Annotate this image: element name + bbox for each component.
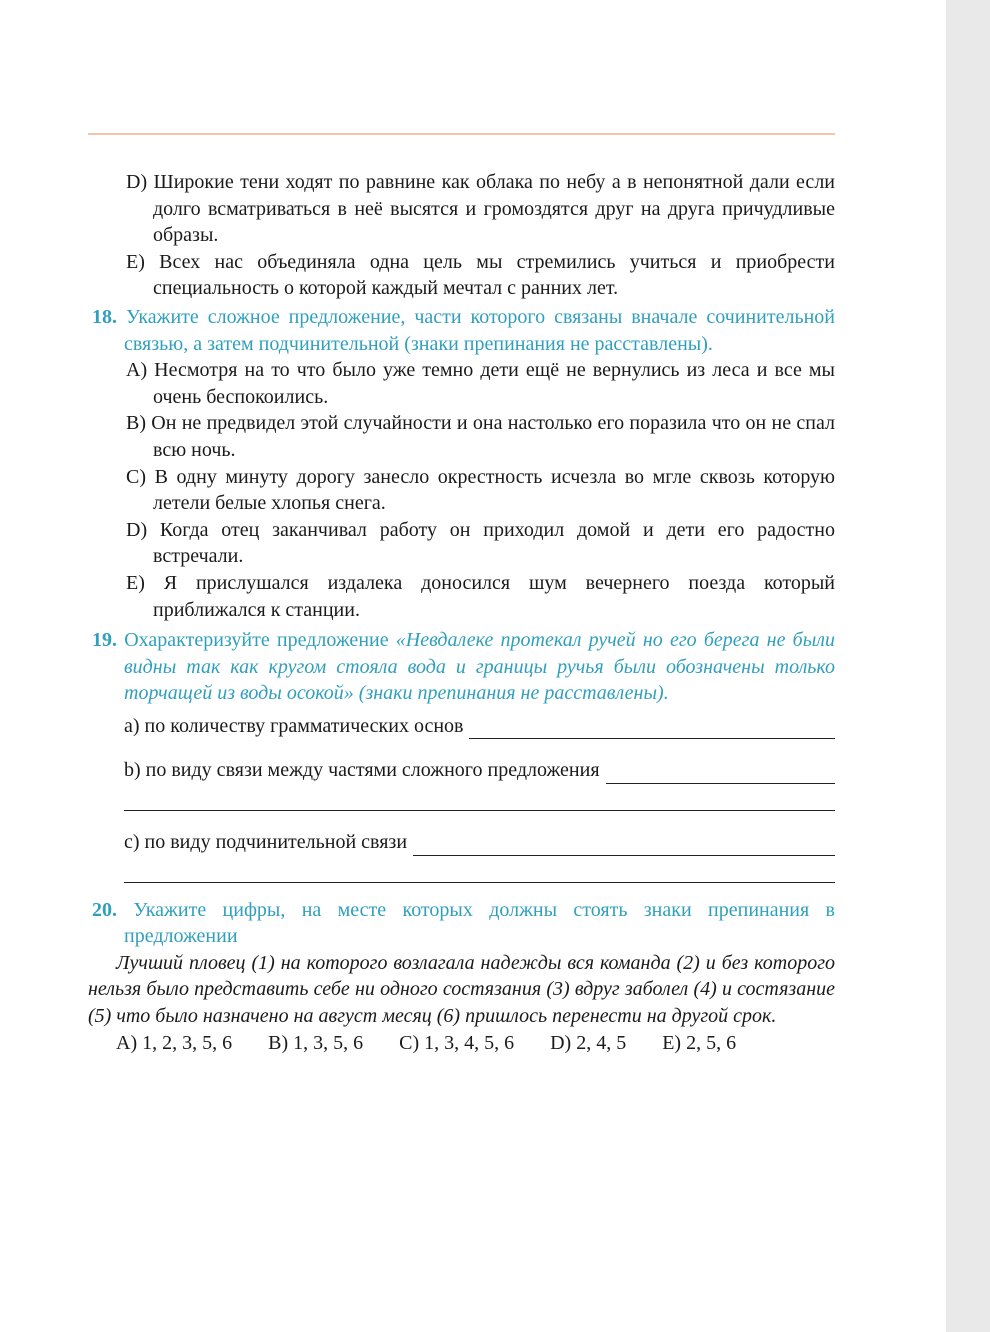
q20-answers [88, 1030, 835, 1057]
q19-number: 19. [92, 629, 117, 652]
q18-option-d: D) Когда отец заканчивал работу он приходил домой и дети его радостно встречали. [126, 518, 835, 568]
header-rule [88, 133, 835, 135]
q20-answer-c: C) 1, 3, 4, 5, 6 [399, 1031, 515, 1054]
q18-option-e: E) Я прислушался издалека доносился шум вечернего поезда который приближался к станции. [126, 571, 835, 621]
q18-option-b: B) Он не предвидел этой случайности и она настолько его поразила что он не спал всю ночь. [126, 412, 835, 461]
q18-text: Укажите сложное предложение, части которого связаны вначале сочинительной связью, а затем подчинительной (знаки препинания не расставлены). [124, 305, 835, 355]
q18-option-a: A) Несмотря на то что было уже темно дети ещё не вернулись из леса и все мы очень беспокоились. [126, 359, 835, 408]
q19-lead: Охарактеризуйте предложение [124, 629, 396, 652]
q20-answer-d: D) 2, 4, 5 [550, 1031, 627, 1054]
q19-answer-a-line[interactable] [469, 720, 835, 739]
q19-item-b [124, 757, 835, 784]
q17-option-d: D) Широкие тени ходят по равнине как облака по небу а в непонятной дали если долго всматриваться в неё высятся и громоздятся друг на друга причудливые образы. [126, 171, 835, 247]
q18-prompt [88, 304, 835, 357]
q20-number: 20. [92, 898, 117, 921]
q19-item-a [124, 713, 835, 740]
q17-option-e: E) Всех нас объединяла одна цель мы стремились учиться и приобрести специальность о которой каждый мечтал с ранних лет. [126, 250, 835, 300]
q20-answer-a: A) 1, 2, 3, 5, 6 [116, 1031, 233, 1054]
q19-quote: «Невдалеке протекал ручей но его берега не были видны так как кругом стояла вода и границы ручья были обозначены только торчащей из воды осокой» (знаки препинания не расставлены). [124, 629, 836, 705]
q19-item-b-label: b) по виду связи между частями сложного предложения [124, 759, 600, 782]
q20-answer-e: E) 2, 5, 6 [662, 1031, 737, 1054]
q19-answer-b-line[interactable] [606, 765, 835, 784]
q19-item-c [124, 829, 835, 856]
q19-item-a-label: a) по количеству грамматических основ [124, 714, 464, 737]
q20-prompt [88, 897, 835, 950]
q20-answer-b: B) 1, 3, 5, 6 [268, 1031, 364, 1054]
q18-option-c: C) В одну минуту дорогу занесло окрестность исчезла во мгле сквозь которую летели белые хлопья снега. [126, 465, 835, 515]
q18-number: 18. [92, 305, 117, 328]
q20-text: Укажите цифры, на месте которых должны стоять знаки препинания в предложении [124, 898, 836, 948]
q19-prompt [88, 627, 835, 707]
q19-item-c-label: c) по виду подчинительной связи [124, 831, 408, 854]
q19-answer-c-line-2[interactable] [124, 882, 835, 883]
q20-passage: Лучший пловец (1) на которого возлагала надежды вся команда (2) и без которого нельзя было представить себе ни одного состязания (3) вдруг заболел (4) и состязание (5) что было назначено на август месяц (6) пришлось перенести на другой срок. [88, 951, 835, 1028]
q19-answer-b-line-2[interactable] [124, 810, 835, 811]
page-content [88, 169, 835, 1056]
q19-answer-c-line[interactable] [413, 837, 835, 856]
